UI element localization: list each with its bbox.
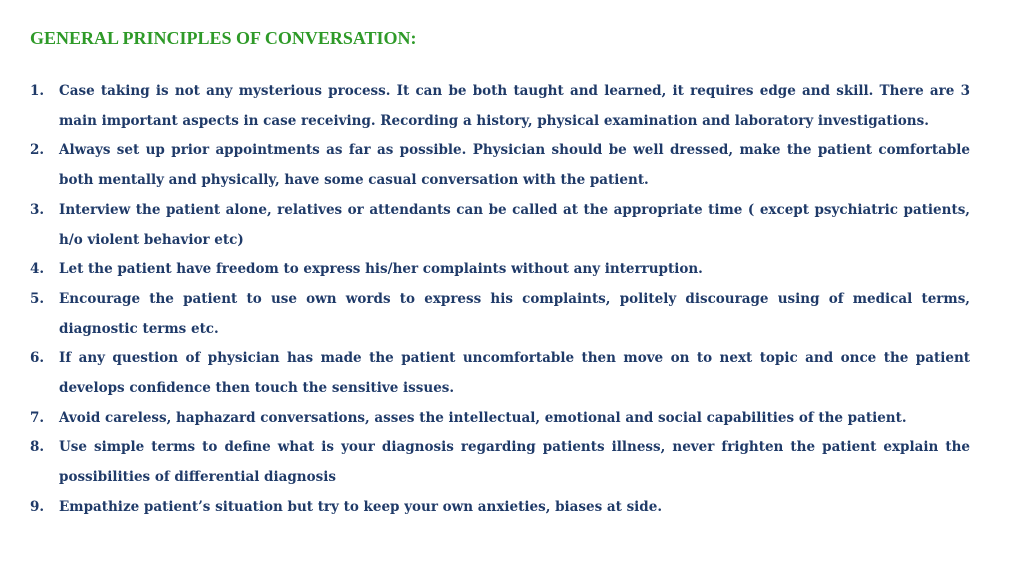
list-item-number: 7. [30,409,45,426]
list-item [30,404,970,434]
list-item-text: Case taking is not any mysterious process. It can be both taught and learned, it requires edge and skill. There are 3 main important aspects in case receiving. Recording a history, physical examination and laboratory investigations. [59,83,970,129]
list-item-text: If any question of physician has made the patient uncomfortable then move on to next topic and once the patient develops confidence then touch the sensitive issues. [59,350,970,397]
list-item-text: Interview the patient alone, relatives or attendants can be called at the appropriate time ( except psychiatric patients, h/o violent behavior etc) [59,201,970,248]
list-item-text: Empathize patient’s situation but try to keep your own anxieties, biases at side. [59,498,663,515]
list-item-text: Encourage the patient to use own words to express his complaints, politely discourage using of medical terms, diagnostic terms etc. [59,290,970,337]
list-item [30,196,970,255]
list-item-number: 6. [30,350,45,367]
list-item-number: 8. [30,439,45,456]
list-item [30,493,970,523]
list-item-text: Avoid careless, haphazard conversations, asses the intellectual, emotional and social capabilities of the patient. [59,409,907,426]
page-title: GENERAL PRINCIPLES OF CONVERSATION: [30,28,417,48]
principles-list [30,77,970,523]
list-item-number: 4. [30,261,45,278]
list-item-number: 2. [30,142,45,159]
list-item-text: Use simple terms to define what is your diagnosis regarding patients illness, never frighten the patient explain the possibilities of differential diagnosis [59,439,970,486]
list-item-text: Always set up prior appointments as far as possible. Physician should be well dressed, make the patient comfortable both mentally and physically, have some casual conversation with the patient. [59,142,970,189]
list-item [30,344,970,403]
list-item-number: 1. [30,83,45,99]
list-item-number: 5. [30,290,45,307]
list-item [30,433,970,492]
list-item [30,285,970,344]
list-item [30,136,970,195]
list-item-text: Let the patient have freedom to express his/her complaints without any interruption. [59,261,703,278]
list-item [30,255,970,285]
list-item [30,77,970,136]
list-item-number: 9. [30,498,45,515]
list-item-number: 3. [30,201,45,218]
